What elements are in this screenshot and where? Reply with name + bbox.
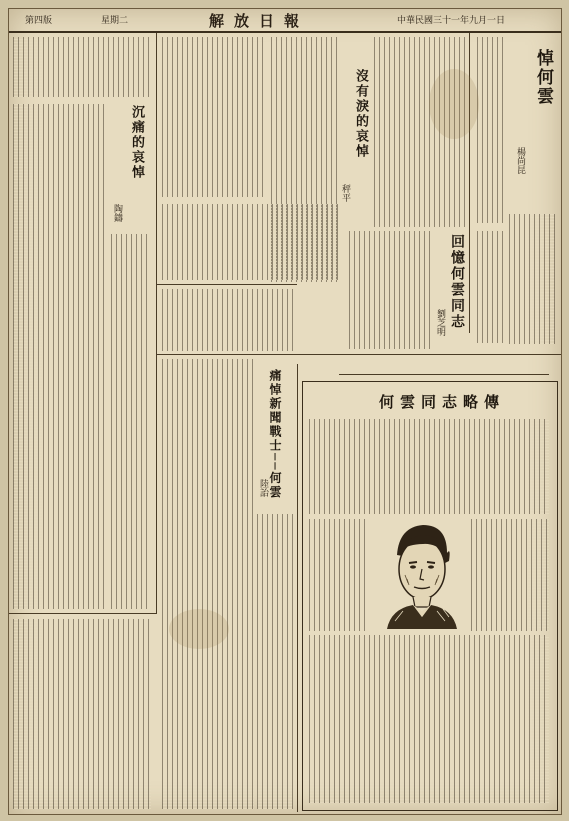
issue-date: 中華民國三十一年九月一日	[397, 16, 506, 26]
article-body-text	[13, 104, 108, 609]
article-title-tongdao: 痛悼新聞戰士──何雲	[268, 369, 282, 500]
section-rule	[339, 374, 549, 375]
article-author: 秤平	[340, 184, 350, 202]
article-body-text	[257, 514, 293, 809]
article-title-dao-he-yun: 悼何雲	[533, 49, 553, 106]
article-body-text	[471, 519, 549, 631]
section-rule	[157, 284, 297, 285]
article-author: 陶鑄	[112, 204, 122, 222]
column-rule	[156, 33, 157, 613]
article-author: 陸詒	[258, 479, 268, 497]
article-title-biography: 何雲同志略傳	[379, 393, 506, 411]
newspaper-page	[8, 8, 562, 815]
article-body-text	[309, 519, 369, 631]
article-author: 劉芝明	[435, 309, 445, 336]
page-number: 第四版	[25, 16, 53, 26]
masthead	[9, 9, 561, 33]
article-body-text	[349, 231, 431, 349]
paper-stain	[429, 69, 479, 139]
paper-stain	[169, 609, 229, 649]
article-body-text	[13, 37, 151, 97]
newspaper-name: 解放日報	[209, 12, 310, 30]
article-body-text	[162, 289, 294, 351]
article-body-text	[111, 234, 151, 609]
section-rule	[9, 613, 157, 614]
article-body-text	[477, 231, 507, 343]
portrait-illustration	[377, 517, 465, 629]
article-body-text	[13, 619, 151, 809]
article-body-text	[509, 214, 555, 344]
article-body-text	[162, 37, 266, 197]
article-title-chentong: 沉痛的哀悼	[129, 105, 144, 180]
article-body-text	[477, 37, 507, 223]
article-title-mei-you-lei: 沒有淚的哀悼	[353, 69, 368, 159]
column-rule	[297, 364, 298, 812]
article-body-text	[309, 635, 549, 803]
article-body-text	[162, 204, 342, 280]
article-body-text	[309, 419, 549, 514]
article-author: 楊尚昆	[515, 147, 525, 174]
article-body-text	[162, 359, 254, 809]
section-rule	[157, 354, 561, 355]
article-title-huiyi: 回憶何雲同志	[449, 234, 465, 330]
weekday: 星期二	[101, 16, 129, 26]
